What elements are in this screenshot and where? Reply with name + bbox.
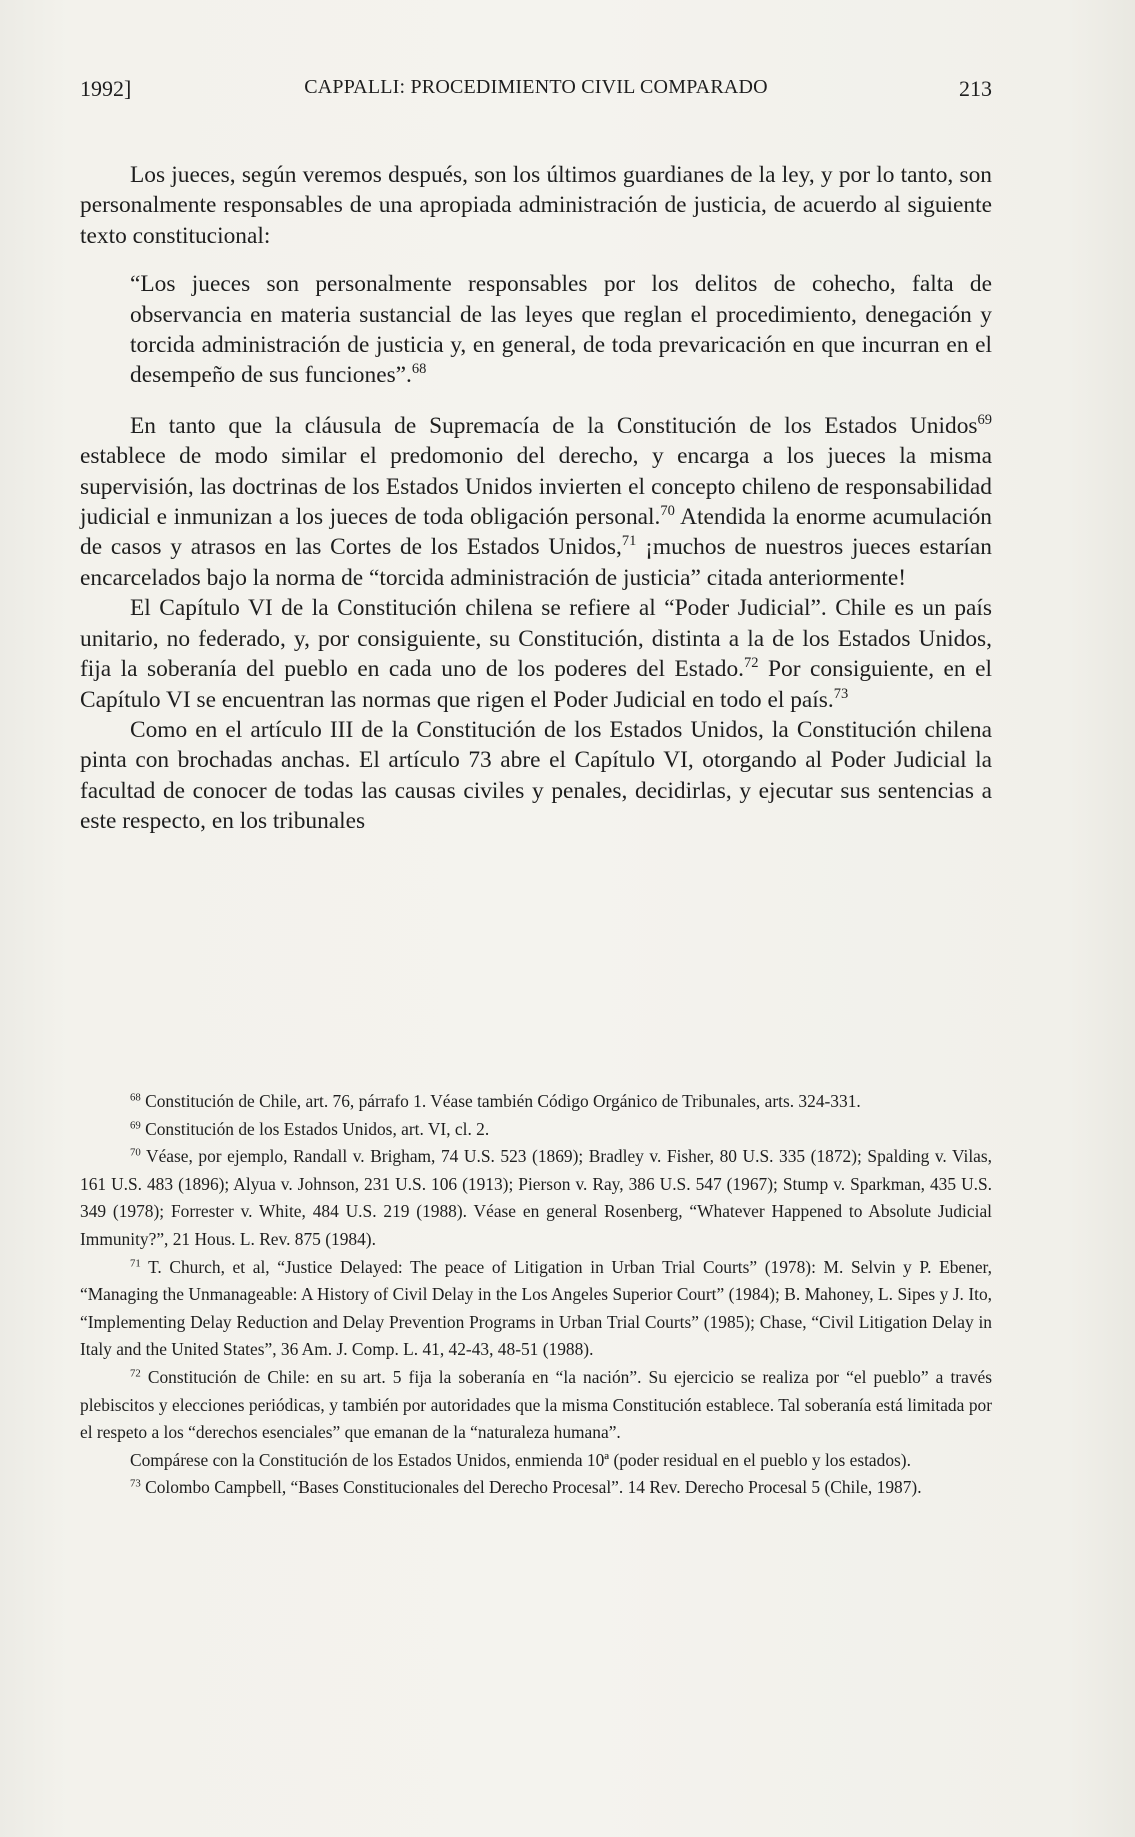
footnote-ref-73: 73	[833, 685, 849, 702]
footnote-ref-69: 69	[977, 411, 992, 428]
footnote-69: $^{69}$ Constitución de los Estados Unidos, art. VI, cl. 2.	[130, 1118, 490, 1139]
running-title: CAPPALLI: PROCEDIMIENTO CIVIL COMPARADO	[304, 76, 768, 98]
paragraph-1: Los jueces, según veremos después, son los últimos guardianes de la ley, y por lo tanto, son personalmente responsables de una apropiada administración de justicia, de acuerdo al siguiente texto constitucional:	[80, 162, 992, 249]
running-header	[80, 76, 992, 116]
footnote-ref-72: 72	[744, 655, 759, 672]
footnote-70: $^{70}$ Véase, por ejemplo, Randall v. Brigham, 74 U.S. 523 (1869); Bradley v. Fisher, 80 U.S. 335 (1872); Spalding v. Vilas, 161 U.S. 483 (1896); Alyua v. Johnson, 231 U.S. 106 (1913); Pierson v. Ray, 386 U.S. 547 (1967); Stump v. Sparkman, 435 U.S. 349 (1978); Forrester v. White, 484 U.S. 219 (1988). Véase en general Rosenberg, “Whatever Happened to Absolute Judicial Immunity?”, 21 Hous. L. Rev. 875 (1984).	[80, 1146, 992, 1249]
footnotes	[80, 1088, 992, 1502]
footnote-ref-71: 71	[621, 533, 637, 550]
footnote-68: $^{68}$ Constitución de Chile, art. 76, párrafo 1. Véase también Código Orgánico de Tribunales, arts. 324-331.	[130, 1091, 861, 1111]
footnote-71: $^{71}$ T. Church, et al, “Justice Delayed: The peace of Litigation in Urban Trial Courts” (1978): M. Selvin y P. Ebener, “Managing the Unmanageable: A History of Civil Delay in the Los Angeles Superior Court” (1984); B. Mahoney, L. Sipes y J. Ito, “Implementing Delay Reduction and Delay Prevention Programs in Urban Trial Courts” (1985); Chase, “Civil Litigation Delay in Italy and the United States”, 36 Am. J. Comp. L. 41, 42-43, 48-51 (1988).	[80, 1256, 992, 1360]
footnote-72-continued: Compárese con la Constitución de los Estados Unidos, enmienda 10ª (poder residual en el pueblo y los estados).	[130, 1449, 911, 1470]
footnote-ref-68: 68	[411, 361, 427, 378]
footnote-73: $^{73}$ Colombo Campbell, “Bases Constitucionales del Derecho Procesal”. 14 Rev. Derecho Procesal 5 (Chile, 1987).	[130, 1477, 922, 1498]
main-text	[80, 160, 992, 837]
footnote-72: $^{72}$ Constitución de Chile: en su art. 5 fija la soberanía en “la nación”. Su ejercicio se realiza por “el pueblo” a través plebiscitos y elecciones periódicas, y también por autoridades que la misma Constitución establece. Tal soberanía está limitada por el respeto a los “derechos esenciales” que emanan de la “naturaleza humana”.	[80, 1366, 992, 1443]
footnote-ref-70: 70	[660, 503, 675, 520]
quote-text: “Los jueces son personalmente responsables por los delitos de cohecho, falta de observancia en materia sustancial de las leyes que reglan el procedimiento, denegación y torcida administración de justicia y, en general, de toda prevaricación en que incurran en el desempeño de sus funciones”.	[130, 271, 992, 389]
page-number: 213	[959, 76, 992, 101]
paragraph-2: En tanto que la cláusula de Supremacía de la Constitución de los Estados Unidos$^{69}$ establece de modo similar el predomonio del derecho, y encarga a los jueces la misma supervisión, las doctrinas de los Estados Unidos invierten el concepto chileno de responsabilidad judicial e inmunizan a los jueces de toda obligación personal.$^{70}$ Atendida la enorme acumulación de casos y atrasos en las Cortes de los Estados Unidos,$^{71}$ ¡muchos de nuestros jueces estarían encarcelados bajo la norma de “torcida administración de justicia” citada anteriormente!	[80, 411, 992, 591]
header-year: 1992]	[80, 76, 132, 101]
paragraph-4: Como en el artículo III de la Constitución de los Estados Unidos, la Constitución chilena pinta con brochadas anchas. El artículo 73 abre el Capítulo VI, otorgando al Poder Judicial la facultad de conocer de todas las causas civiles y penales, decidirlas, y ejecutar sus sentencias a este respecto, en los tribunales	[80, 716, 992, 835]
paragraph-3: El Capítulo VI de la Constitución chilena se refiere al “Poder Judicial”. Chile es un país unitario, no federado, y, por consiguiente, su Constitución, distinta a la de los Estados Unidos, fija la soberanía del pueblo en cada uno de los poderes del Estado.$^{72}$ Por consiguiente, en el Capítulo VI se encuentran las normas que rigen el Poder Judicial en todo el país.$^{73}$	[80, 595, 992, 713]
constitutional-quote	[130, 269, 992, 391]
